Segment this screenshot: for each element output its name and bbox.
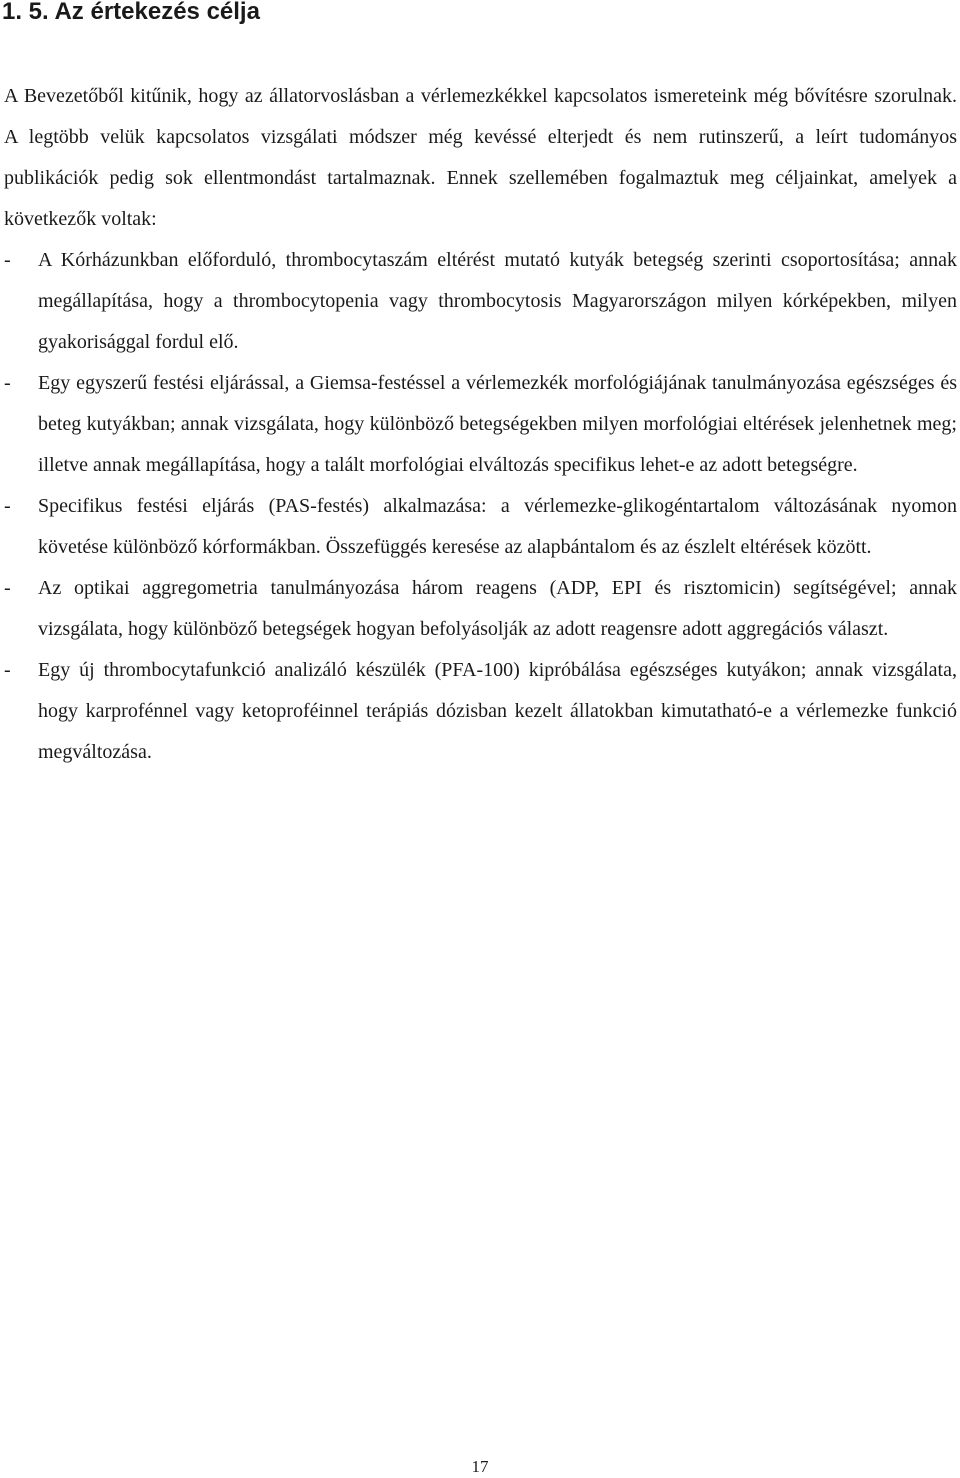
intro-paragraph: A Bevezetőből kitűnik, hogy az állatorvoslásban a vérlemezkékkel kapcsolatos ismereteink még bővítésre szorulnak. A legtöbb velük kapcsolatos vizsgálati módszer még kevéssé elterjedt és nem rutinszerű, a leírt tudományos publikációk pedig sok ellentmondást tartalmaznak. Ennek szellemében fogalmaztuk meg céljainkat, amelyek a következők voltak:: [4, 85, 957, 230]
bullet-dash: -: [4, 659, 11, 681]
list-item: [4, 650, 957, 773]
list-item: [4, 363, 957, 486]
page-number: 17: [471, 1457, 489, 1476]
goal-text: Az optikai aggregometria tanulmányozása három reagens (ADP, EPI és risztomicin) segítségével; annak vizsgálata, hogy különböző betegségek hogyan befolyásolják az adott reagensre adott aggregációs választ.: [38, 577, 957, 640]
goal-text: Egy új thrombocytafunkció analizáló készülék (PFA-100) kipróbálása egészséges kutyákon; annak vizsgálata, hogy karprofénnel vagy ketoproféinnel terápiás dózisban kezelt állatokban kimutatható-e a vérlemezke funkció megváltozása.: [38, 659, 957, 763]
body-text: [4, 76, 957, 773]
goal-text: Egy egyszerű festési eljárással, a Giemsa-festéssel a vérlemezkék morfológiájának tanulmányozása egészséges és beteg kutyákban; annak vizsgálata, hogy különböző betegségekben milyen morfológiai eltérések jelenhetnek meg; illetve annak megállapítása, hogy a talált morfológiai elváltozás specifikus lehet-e az adott betegségre.: [38, 372, 957, 476]
list-item: [4, 486, 957, 568]
bullet-dash: -: [4, 249, 11, 271]
bullet-dash: -: [4, 577, 11, 599]
goal-text: A Kórházunkban előforduló, thrombocytaszám eltérést mutató kutyák betegség szerinti csoportosítása; annak megállapítása, hogy a thrombocytopenia vagy thrombocytosis Magyarországon milyen kórképekben, milyen gyakorisággal fordul elő.: [38, 249, 957, 353]
section-heading: 1. 5. Az értekezés célja: [2, 0, 260, 25]
bullet-dash: -: [4, 495, 11, 517]
list-item: [4, 240, 957, 363]
goal-text: Specifikus festési eljárás (PAS-festés) alkalmazása: a vérlemezke-glikogéntartalom változásának nyomon követése különböző kórformákban. Összefüggés keresése az alapbántalom és az észlelt eltérések között.: [38, 495, 957, 558]
goals-list: [4, 240, 957, 773]
list-item: [4, 568, 957, 650]
bullet-dash: -: [4, 372, 11, 394]
